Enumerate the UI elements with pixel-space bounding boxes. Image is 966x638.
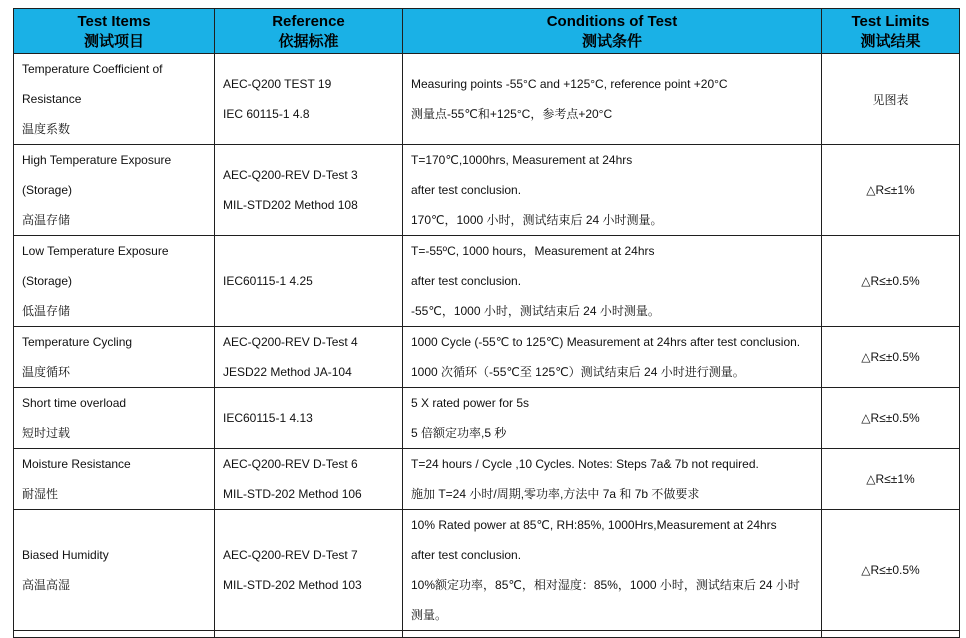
table-row bbox=[14, 510, 960, 631]
reference-cell: AEC-Q200-REV D-Test 6 MIL-STD-202 Method 106 bbox=[215, 449, 403, 510]
test-item-cell: High Temperature Exposure (Storage) 高温存储 bbox=[14, 145, 215, 236]
reference-cell: AEC-Q200-REV D-Test 4 JESD22 Method JA-104 bbox=[215, 327, 403, 388]
conditions-cell: Measuring points -55°C and +125°C, reference point +20°C 测量点-55℃和+125°C，参考点+20°C bbox=[403, 54, 822, 145]
conditions-cell: T=170℃,1000hrs, Measurement at 24hrs after test conclusion. 170℃，1000 小时，测试结束后 24 小时测量。 bbox=[403, 145, 822, 236]
header-reference: Reference 依据标准 bbox=[215, 9, 403, 54]
conditions-cell: T=24 hours / Cycle ,10 Cycles. Notes: Steps 7a& 7b not required. 施加 T=24 小时/周期,零功率,方法中 7a 和 7b 不做要求 bbox=[403, 449, 822, 510]
limit-cell: △R≤±1% bbox=[822, 145, 960, 236]
reference-cell: AEC-Q200 TEST 19 IEC 60115-1 4.8 bbox=[215, 54, 403, 145]
table-row bbox=[14, 145, 960, 236]
test-item-cell: Low Temperature Exposure (Storage) 低温存储 bbox=[14, 236, 215, 327]
empty-cell bbox=[215, 631, 403, 638]
header-test-items: Test Items 测试项目 bbox=[14, 9, 215, 54]
header-conditions: Conditions of Test 测试条件 bbox=[403, 9, 822, 54]
reference-cell: AEC-Q200-REV D-Test 3 MIL-STD202 Method 108 bbox=[215, 145, 403, 236]
test-item-cell: Short time overload 短时过载 bbox=[14, 388, 215, 449]
reference-cell: IEC60115-1 4.13 bbox=[215, 388, 403, 449]
empty-cell bbox=[14, 631, 215, 638]
limit-cell: 见图表 bbox=[822, 54, 960, 145]
limit-cell: △R≤±0.5% bbox=[822, 236, 960, 327]
reference-cell: IEC60115-1 4.25 bbox=[215, 236, 403, 327]
test-item-cell: Temperature Cycling 温度循环 bbox=[14, 327, 215, 388]
conditions-cell: T=-55ºC, 1000 hours，Measurement at 24hrs after test conclusion. -55℃，1000 小时，测试结束后 24 小时测量。 bbox=[403, 236, 822, 327]
test-item-cell: Biased Humidity 高温高湿 bbox=[14, 510, 215, 631]
table-row bbox=[14, 327, 960, 388]
limit-cell: △R≤±0.5% bbox=[822, 510, 960, 631]
test-item-cell: Moisture Resistance 耐湿性 bbox=[14, 449, 215, 510]
limit-cell: △R≤±0.5% bbox=[822, 327, 960, 388]
conditions-cell: 5 X rated power for 5s 5 倍额定功率,5 秒 bbox=[403, 388, 822, 449]
table-row bbox=[14, 236, 960, 327]
table-row bbox=[14, 388, 960, 449]
table-row bbox=[14, 449, 960, 510]
header-test-limits: Test Limits 测试结果 bbox=[822, 9, 960, 54]
header-row bbox=[14, 9, 960, 54]
empty-cell bbox=[822, 631, 960, 638]
reference-cell: AEC-Q200-REV D-Test 7 MIL-STD-202 Method 103 bbox=[215, 510, 403, 631]
limit-cell: △R≤±0.5% bbox=[822, 388, 960, 449]
limit-cell: △R≤±1% bbox=[822, 449, 960, 510]
test-item-cell: Temperature Coefficient of Resistance 温度系数 bbox=[14, 54, 215, 145]
conditions-cell: 10% Rated power at 85℃, RH:85%, 1000Hrs,Measurement at 24hrs after test conclusion. 10%额定功率，85℃，相对湿度：85%，1000 小时，测试结束后 24 小时 测量。 bbox=[403, 510, 822, 631]
empty-cell bbox=[403, 631, 822, 638]
table-row-partial bbox=[14, 631, 960, 638]
test-spec-table bbox=[13, 8, 960, 638]
table-row bbox=[14, 54, 960, 145]
conditions-cell: 1000 Cycle (-55℃ to 125℃) Measurement at 24hrs after test conclusion. 1000 次循环（-55℃至 125℃）测试结束后 24 小时进行测量。 bbox=[403, 327, 822, 388]
